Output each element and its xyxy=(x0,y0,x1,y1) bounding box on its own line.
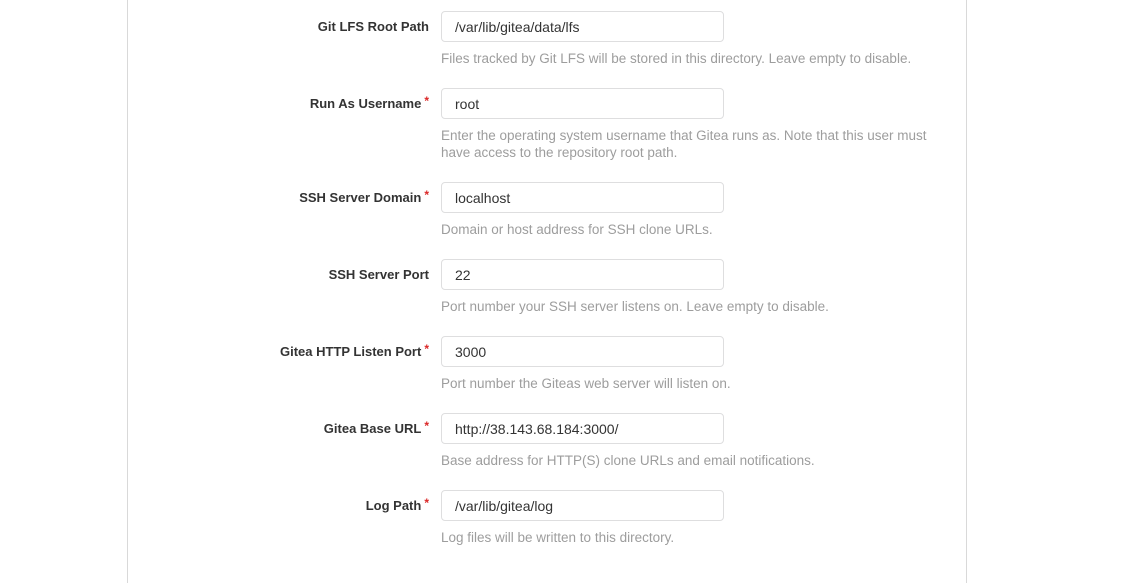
install-form-panel xyxy=(127,0,967,583)
field-label-cell xyxy=(128,259,429,282)
git-lfs-root-path-input[interactable] xyxy=(441,11,724,42)
ssh-server-port-help-text: Port number your SSH server listens on. Leave empty to disable. xyxy=(441,299,829,314)
gitea-http-listen-port-input[interactable] xyxy=(441,336,724,367)
field-label-cell xyxy=(128,490,429,514)
field-label-cell xyxy=(128,11,429,34)
gitea-http-listen-port-help-text: Port number the Giteas web server will listen on. xyxy=(441,376,731,391)
ssh-server-domain-input[interactable] xyxy=(441,182,724,213)
field-input-cell xyxy=(441,11,911,67)
required-asterisk: * xyxy=(424,94,429,108)
field-gitea-base-url xyxy=(128,413,966,469)
git-lfs-root-path-label: Git LFS Root Path xyxy=(317,19,429,34)
ssh-server-port-label: SSH Server Port xyxy=(328,267,429,282)
field-input-cell xyxy=(441,182,724,238)
field-git-lfs-root-path xyxy=(128,11,966,67)
required-asterisk: * xyxy=(424,419,429,433)
field-input-cell xyxy=(441,336,731,392)
field-input-cell xyxy=(441,88,927,161)
log-path-input[interactable] xyxy=(441,490,724,521)
ssh-server-port-input[interactable] xyxy=(441,259,724,290)
field-ssh-server-domain xyxy=(128,182,966,238)
ssh-server-domain-label: SSH Server Domain xyxy=(299,190,422,205)
field-gitea-http-listen-port xyxy=(128,336,966,392)
field-label-cell xyxy=(128,88,429,112)
gitea-base-url-label: Gitea Base URL xyxy=(323,421,422,436)
required-asterisk: * xyxy=(424,188,429,202)
run-as-username-input[interactable] xyxy=(441,88,724,119)
field-label-cell xyxy=(128,413,429,437)
field-label-cell xyxy=(128,182,429,206)
run-as-username-label: Run As Username xyxy=(309,96,422,111)
field-log-path xyxy=(128,490,966,546)
field-ssh-server-port xyxy=(128,259,966,315)
install-form xyxy=(128,11,966,546)
gitea-base-url-input[interactable] xyxy=(441,413,724,444)
field-run-as-username xyxy=(128,88,966,161)
field-input-cell xyxy=(441,259,829,315)
run-as-username-help-text: Enter the operating system username that Gitea runs as. Note that this user must have access to the repository root path. xyxy=(441,128,927,160)
gitea-http-listen-port-label: Gitea HTTP Listen Port xyxy=(279,344,422,359)
git-lfs-root-path-help-text: Files tracked by Git LFS will be stored in this directory. Leave empty to disable. xyxy=(441,51,912,66)
field-input-cell xyxy=(441,413,815,469)
required-asterisk: * xyxy=(424,342,429,356)
field-input-cell xyxy=(441,490,724,546)
gitea-base-url-help-text: Base address for HTTP(S) clone URLs and email notifications. xyxy=(441,453,815,468)
required-asterisk: * xyxy=(424,496,429,510)
log-path-label: Log Path xyxy=(365,498,422,513)
log-path-help-text: Log files will be written to this directory. xyxy=(441,530,675,545)
field-label-cell xyxy=(128,336,429,360)
ssh-server-domain-help-text: Domain or host address for SSH clone URLs. xyxy=(441,222,713,237)
